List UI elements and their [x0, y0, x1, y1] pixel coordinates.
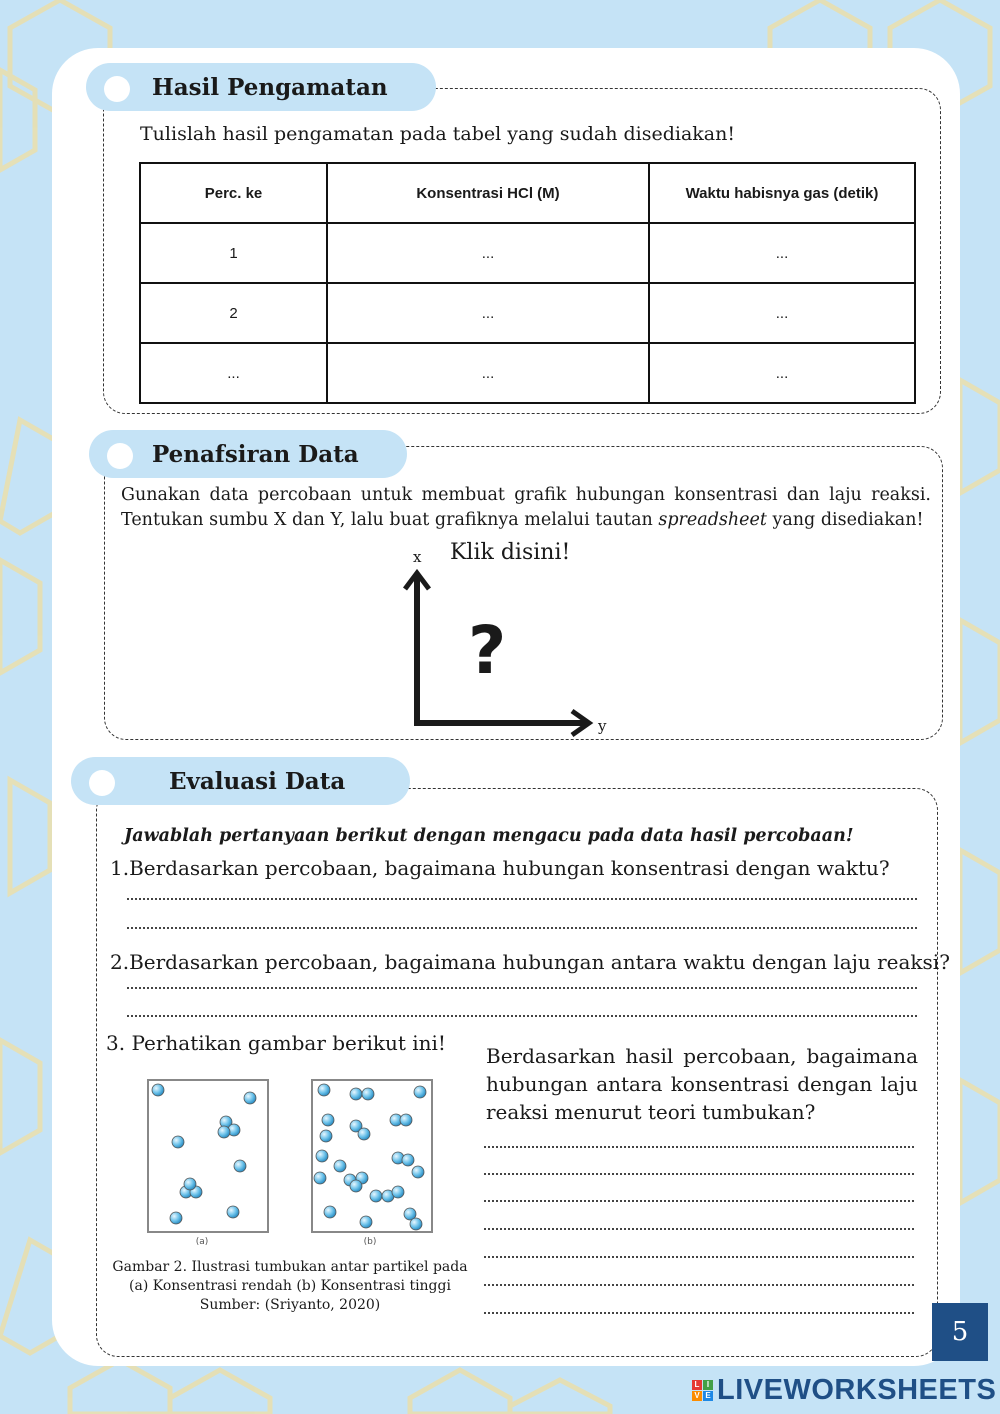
hasil-pengamatan-header — [86, 63, 436, 111]
table-cell-input[interactable]: ... — [649, 343, 915, 403]
answer-line[interactable] — [484, 1312, 914, 1314]
axis-diagram — [400, 545, 630, 745]
question-2: 2.Berdasarkan percobaan, bagaimana hubungan antara waktu dengan laju reaksi? — [110, 950, 950, 974]
table-instruction: Tulislah hasil pengamatan pada tabel yang sudah disediakan! — [140, 123, 735, 145]
table-cell-input[interactable]: ... — [140, 343, 327, 403]
answer-line[interactable] — [484, 1173, 914, 1175]
answer-line[interactable] — [127, 898, 917, 900]
collision-illustration — [140, 1072, 440, 1252]
table-row — [140, 283, 915, 343]
logo-letter: E — [703, 1391, 713, 1401]
question-3: 3. Perhatikan gambar berikut ini! — [106, 1031, 446, 1055]
table-header-cell: Waktu habisnya gas (detik) — [649, 163, 915, 223]
table-row — [140, 223, 915, 283]
evaluation-instruction: Jawablah pertanyaan berikut dengan mengacu pada data hasil percobaan! — [124, 826, 854, 846]
graph-instruction — [121, 483, 931, 533]
bullet-circle-icon — [104, 76, 130, 102]
table-header-row — [140, 163, 915, 223]
bullet-circle-icon — [107, 443, 133, 469]
spreadsheet-link[interactable]: Klik disini! — [450, 540, 571, 565]
figure-caption — [110, 1258, 470, 1315]
logo-letter: V — [692, 1391, 702, 1401]
table-cell: 2 — [140, 283, 327, 343]
answer-line[interactable] — [127, 927, 917, 929]
answer-line[interactable] — [484, 1284, 914, 1286]
table-cell-input[interactable]: ... — [327, 223, 649, 283]
answer-line[interactable] — [127, 1015, 917, 1017]
evaluasi-data-header — [71, 757, 410, 805]
caption-line: Sumber: (Sriyanto, 2020) — [199, 1297, 381, 1313]
figure-label-a: (a) — [195, 1237, 209, 1247]
page-number: 5 — [932, 1303, 988, 1361]
logo-letter: L — [692, 1380, 702, 1390]
graph-instruction-text-end: yang disediakan! — [766, 510, 924, 530]
answer-line[interactable] — [484, 1256, 914, 1258]
caption-line: (a) Konsentrasi rendah (b) Konsentrasi tinggi — [129, 1278, 451, 1294]
axis-y-label: y — [598, 717, 607, 735]
answer-line[interactable] — [484, 1200, 914, 1202]
figure-label-b: (b) — [363, 1237, 377, 1247]
graph-instruction-text: Gunakan data percobaan untuk membuat grafik hubungan konsentrasi dan laju reaksi. Tentukan sumbu X dan Y, lalu buat grafiknya melalui tautan — [121, 485, 931, 530]
penafsiran-data-header — [89, 430, 407, 478]
bullet-circle-icon — [89, 770, 115, 796]
observation-table — [139, 162, 916, 404]
table-cell-input[interactable]: ... — [327, 283, 649, 343]
table-row — [140, 343, 915, 403]
table-cell-input[interactable]: ... — [649, 283, 915, 343]
question-1: 1.Berdasarkan percobaan, bagaimana hubungan konsentrasi dengan waktu? — [110, 856, 890, 880]
answer-line[interactable] — [484, 1146, 914, 1148]
table-header-cell: Konsentrasi HCl (M) — [327, 163, 649, 223]
axis-x-label: x — [413, 548, 422, 566]
table-cell-input[interactable]: ... — [649, 223, 915, 283]
section-title: Penafsiran Data — [152, 440, 359, 468]
brand-name: LIVEWORKSHEETS — [717, 1373, 997, 1406]
liveworksheets-logo[interactable] — [692, 1372, 996, 1408]
answer-line[interactable] — [484, 1228, 914, 1230]
table-header-cell: Perc. ke — [140, 163, 327, 223]
caption-line: Gambar 2. Ilustrasi tumbukan antar partikel pada — [112, 1259, 468, 1275]
logo-grid-icon — [692, 1380, 713, 1401]
question-3-prompt: Berdasarkan hasil percobaan, bagaimana hubungan antara konsentrasi dengan laju reaksi menurut teori tumbukan? — [486, 1044, 918, 1124]
section-title: Hasil Pengamatan — [152, 73, 388, 101]
table-cell: 1 — [140, 223, 327, 283]
answer-line[interactable] — [127, 987, 917, 989]
section-title: Evaluasi Data — [169, 767, 346, 795]
spreadsheet-word: spreadsheet — [658, 510, 767, 530]
question-mark-icon: ? — [468, 612, 507, 689]
logo-letter: I — [703, 1380, 713, 1390]
table-cell-input[interactable]: ... — [327, 343, 649, 403]
